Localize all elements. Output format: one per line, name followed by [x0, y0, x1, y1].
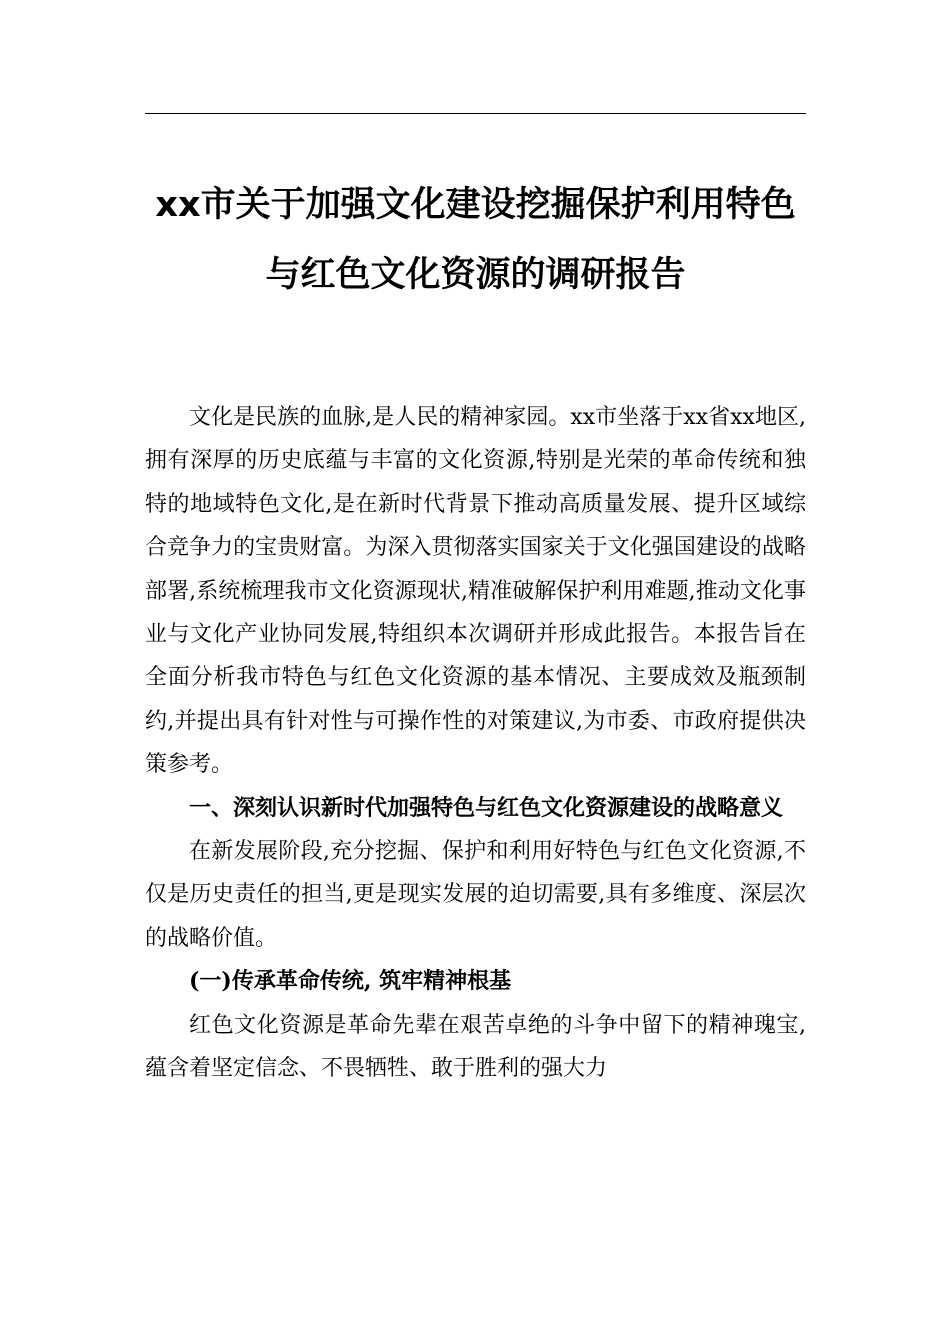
document-title	[145, 170, 806, 310]
section-1-heading: 一、深刻认识新时代加强特色与红色文化资源建设的战略意义	[189, 795, 784, 821]
header-rule	[145, 113, 806, 114]
section-1-paragraph: 在新发展阶段,充分挖掘、保护和利用好特色与红色文化资源,不仅是历史责任的担当,更是现实发展的迫切需要,具有多维度、深层次的战略价值。	[145, 839, 806, 951]
document-title-line-2: 与红色文化资源的调研报告	[265, 255, 686, 295]
document-title-line-1: xx市关于加强文化建设挖掘保护利用特色	[155, 185, 796, 225]
document-body	[145, 396, 806, 1091]
subsection-1-paragraph: 红色文化资源是革命先辈在艰苦卓绝的斗争中留下的精神瑰宝,蕴含着坚定信念、不畏牺牲、敢于胜利的强大力	[145, 1012, 806, 1082]
intro-paragraph: 文化是民族的血脉,是人民的精神家园。xx市坐落于xx省xx地区,拥有深厚的历史底蕴与丰富的文化资源,特别是光荣的革命传统和独特的地域特色文化,是在新时代背景下推动高质量发展、提升区域综合竞争力的宝贵财富。为深入贯彻落实国家关于文化强国建设的战略部署,系统梳理我市文化资源现状,精准破解保护利用难题,推动文化事业与文化产业协同发展,特组织本次调研并形成此报告。本报告旨在全面分析我市特色与红色文化资源的基本情况、主要成效及瓶颈制约,并提出具有针对性与可操作性的对策建议,为市委、市政府提供决策参考。	[145, 405, 806, 778]
subsection-1-heading: (一)传承革命传统, 筑牢精神根基	[189, 968, 512, 995]
